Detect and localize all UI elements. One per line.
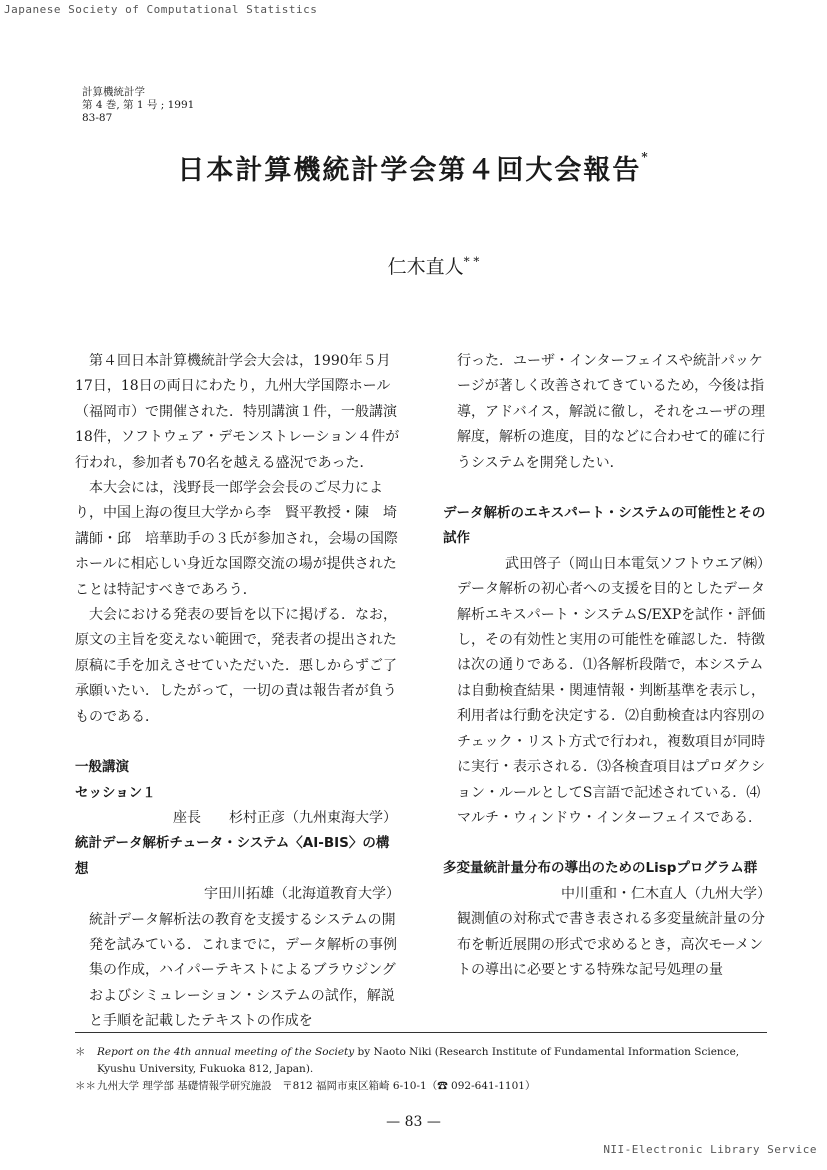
talk2-author: 武田啓子（岡山日本電気ソフトウエア㈱） — [505, 555, 771, 572]
paper-title — [0, 148, 827, 187]
footnote-1-mark: ＊ — [75, 1046, 86, 1058]
page-number: — 83 — — [386, 1114, 441, 1130]
session-chair: 座長 杉村正彦（九州東海大学） — [173, 809, 397, 826]
left-column — [75, 349, 400, 1035]
footnote-2-mark: ＊＊ — [75, 1080, 96, 1092]
title-footnote-mark: * — [641, 150, 650, 164]
section-heading: 一般講演 — [75, 759, 129, 776]
footnote-divider — [75, 1032, 767, 1033]
footnote-1-affiliation: by Naoto Niki (Research Institute of Fundamental Information Science, Kyushu University, Fukuoka 812, Japan). — [97, 1046, 740, 1075]
footnote-1 — [75, 1044, 775, 1078]
footnote-1-title: Report on the 4th annual meeting of the Society — [97, 1046, 355, 1058]
talk2-abstract: データ解析の初心者への支援を目的としたデータ解析エキスパート・システムS/EXPを試作・評価し，その有効性と実用の可能性を確認した．特徴は次の通りである．⑴各解析段階で，本システムは自動検査結果・関連情報・判断基準を表示し，利用者は行動を決定する．⑵自動検査は内容別のチェック・リスト方式で行われ，複数項目が同時に実行・表示される．⑶各検査項目はプロダクション・ルールとしてS言語で記述されている．⑷マルチ・ウィンドウ・インターフェイスである． — [457, 581, 766, 826]
library-banner: NII-Electronic Library Service — [603, 1143, 817, 1156]
author — [0, 252, 827, 279]
talk3-abstract: 観測値の対称式で書き表される多変量統計量の分布を斬近展開の形式で求めるとき，高次モーメントの導出に必要とする特殊な記号処理の量 — [457, 911, 765, 978]
journal-pages: 83-87 — [82, 112, 113, 124]
archive-banner: Japanese Society of Computational Statistics — [4, 3, 318, 16]
session-heading: セッション１ — [75, 784, 156, 801]
footnote-2-text: 九州大学 理学部 基礎情報学研究施設 〒812 福岡市東区箱崎 6-10-1（☎ 092-641-1101） — [97, 1080, 536, 1092]
talk-abstract-continued: 行った．ユーザ・インターフェイスや統計パッケージが著しく改善されてきているため，今後は指導，アドバイス，解説に徹し，それをユーザの理解度，解析の進度，目的などに合わせて的確に行うシステムを開発したい． — [457, 353, 765, 471]
talk-author: 宇田川拓雄（北海道教育大学） — [204, 886, 400, 903]
author-footnote-mark: * * — [463, 254, 480, 269]
talk3-title: 多変量統計量分布の導出のためのLispプログラム群 — [443, 860, 758, 877]
author-name: 仁木直人 — [387, 256, 464, 278]
paper-title-text: 日本計算機統計学会第４回大会報告 — [177, 155, 642, 186]
journal-volume: 第 4 巻, 第 1 号 ; 1991 — [82, 99, 195, 111]
talk-title: 統計データ解析チュータ・システム〈AI-BIS〉の構想 — [75, 835, 390, 877]
footnote-1-text — [97, 1044, 775, 1078]
talk3-author: 中川重和・仁木直人（九州大学） — [561, 885, 771, 902]
footnotes — [75, 1044, 775, 1095]
right-column — [443, 349, 771, 983]
footnote-2 — [75, 1078, 775, 1095]
talk-abstract: 統計データ解析法の教育を支援するシステムの開発を試みている．これまでに，データ解析の事例集の作成，ハイパーテキストによるブラウジングおよびシミュレーション・システムの試作，解説と手順を記載したテキストの作成を — [89, 911, 397, 1030]
intro-paragraph-2: 本大会には，浅野長一郎学会会長のご尽力により，中国上海の復旦大学から李 賢平教授・陳 埼講師・邱 培華助手の３氏が参加され，会場の国際ホールに相応しい身近な国際交流の場が提供されたことは特記すべきであろう． — [75, 480, 398, 598]
talk2-title: データ解析のエキスパート・システムの可能性とその試作 — [443, 505, 766, 547]
journal-name: 計算機統計学 — [82, 86, 145, 98]
journal-info — [82, 86, 194, 125]
intro-paragraph-1: 第４回日本計算機統計学会大会は，1990年５月17日，18日の両日にわたり，九州大学国際ホール（福岡市）で開催された．特別講演１件，一般講演18件，ソフトウェア・デモンストレーション４件が行われ，参加者も70名を越える盛況であった． — [75, 353, 400, 471]
intro-paragraph-3: 大会における発表の要旨を以下に掲げる．なお，原文の主旨を変えない範囲で，発表者の提出された原稿に手を加えさせていただいた．悪しからずご了承願いたい．したがって，一切の責は報告者が負うものである． — [75, 607, 397, 725]
